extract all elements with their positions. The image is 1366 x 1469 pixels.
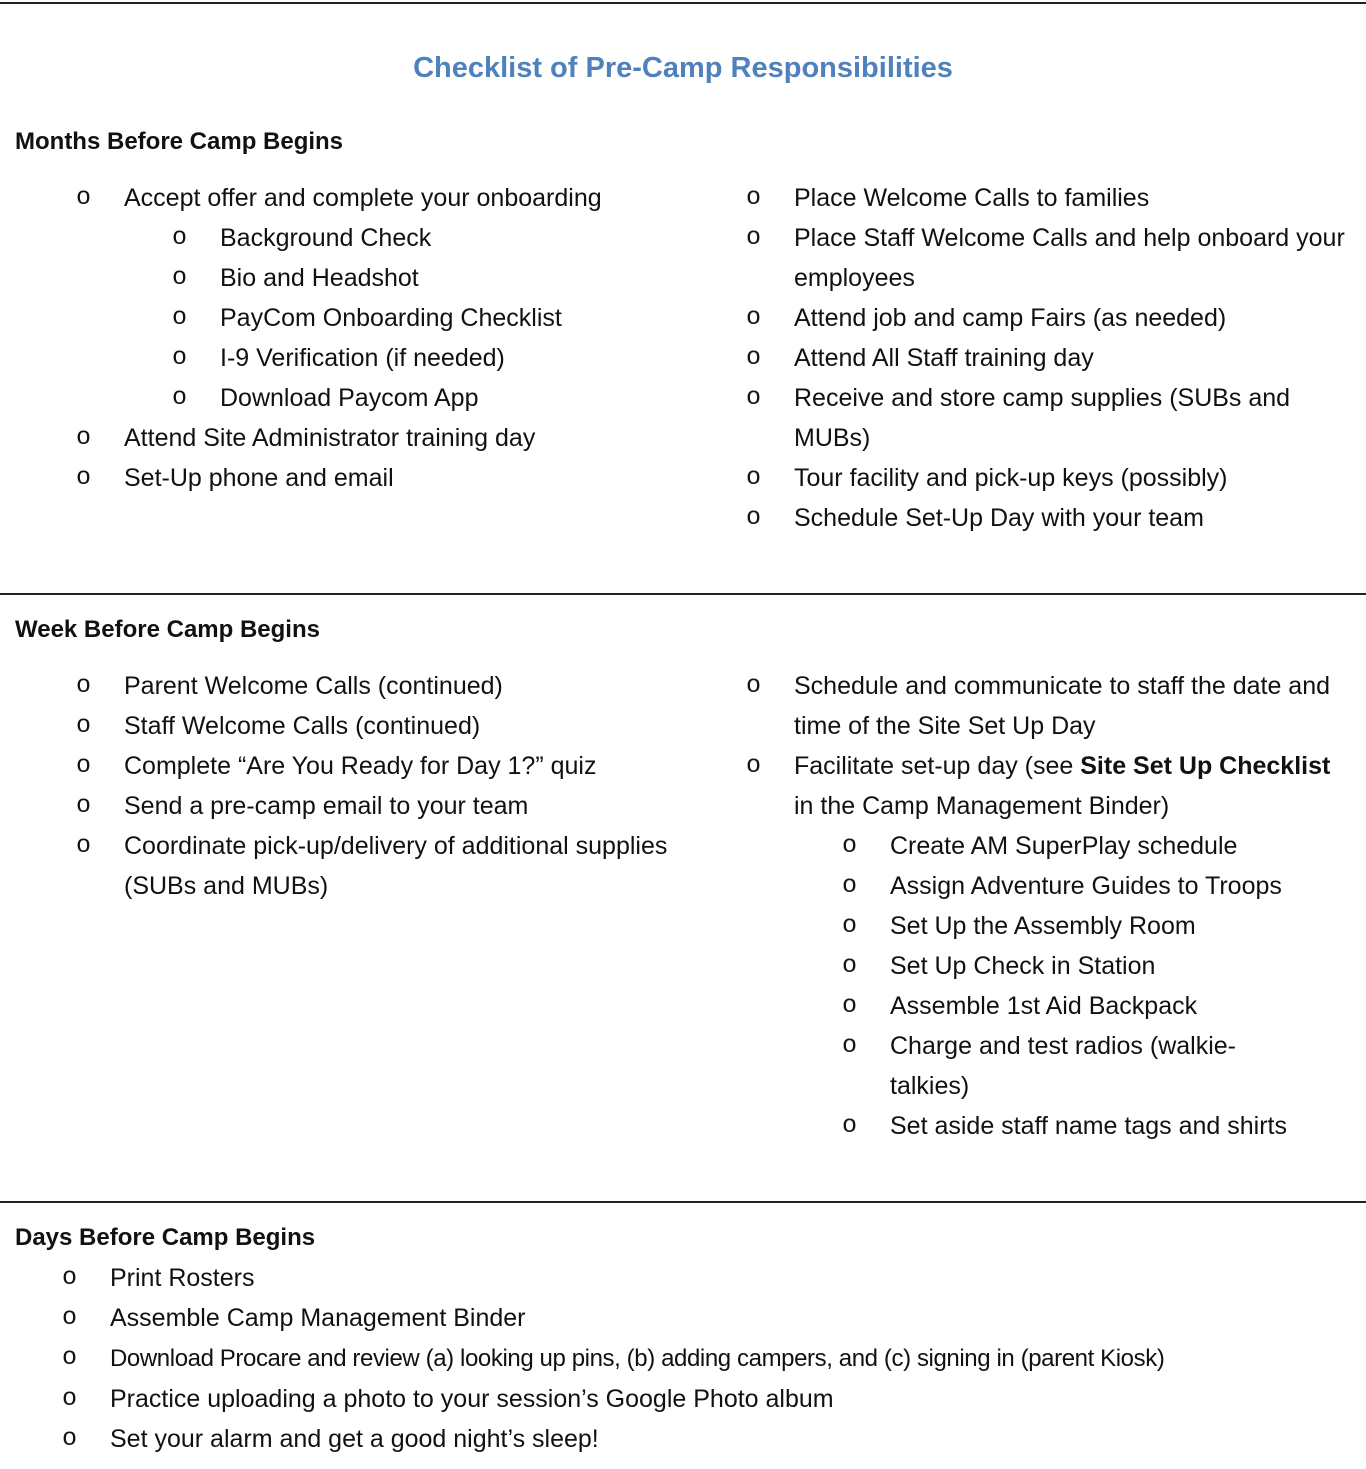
bullet-icon: o (172, 223, 188, 252)
bullet-icon: o (172, 303, 188, 332)
list-item: o Schedule Set-Up Day with your team (746, 498, 1346, 538)
bullet-icon: o (746, 503, 762, 532)
sub-list-item: o Set Up Check in Station (842, 946, 1346, 986)
bullet-icon: o (842, 951, 858, 980)
bullet-icon: o (172, 383, 188, 412)
section-heading-days: Days Before Camp Begins (15, 1224, 316, 1251)
list-item: o Practice uploading a photo to your session’s Google Photo album (62, 1379, 1362, 1419)
section-heading-months: Months Before Camp Begins (15, 128, 344, 155)
bullet-icon: o (76, 711, 92, 740)
list-item: o Send a pre-camp email to your team (76, 786, 676, 826)
bullet-icon: o (76, 831, 92, 860)
bullet-icon: o (746, 303, 762, 332)
section-divider (0, 1201, 1366, 1203)
week-right-list (746, 666, 1346, 1146)
list-item: o Parent Welcome Calls (continued) (76, 666, 676, 706)
sub-list-item: o Set Up the Assembly Room (842, 906, 1346, 946)
list-item: o Download Procare and review (a) looking up pins, (b) adding campers, and (c) signing in (parent Kiosk) (62, 1338, 1362, 1379)
list-item: o Complete “Are You Ready for Day 1?” quiz (76, 746, 676, 786)
bullet-icon: o (62, 1303, 78, 1332)
section-heading-week: Week Before Camp Begins (15, 616, 320, 643)
bullet-icon: o (746, 671, 762, 700)
sub-list-item: o Bio and Headshot (172, 258, 696, 298)
sub-list-item: o Assign Adventure Guides to Troops (842, 866, 1346, 906)
list-item: o Schedule and communicate to staff the date and time of the Site Set Up Day (746, 666, 1346, 746)
bullet-icon: o (172, 263, 188, 292)
list-item: o Coordinate pick-up/delivery of additional supplies (SUBs and MUBs) (76, 826, 676, 906)
bullet-icon: o (76, 423, 92, 452)
sub-list-item: o Assemble 1st Aid Backpack (842, 986, 1346, 1026)
bullet-icon: o (62, 1263, 78, 1292)
bullet-icon: o (746, 343, 762, 372)
bullet-icon: o (62, 1424, 78, 1453)
document-title: Checklist of Pre-Camp Responsibilities (413, 52, 953, 84)
list-item: o Staff Welcome Calls (continued) (76, 706, 676, 746)
list-item: o Attend All Staff training day (746, 338, 1346, 378)
list-item: o Set-Up phone and email (76, 458, 696, 498)
days-list (62, 1258, 1362, 1459)
bullet-icon: o (76, 791, 92, 820)
list-item: o Accept offer and complete your onboarding (76, 178, 696, 218)
sub-list-item: o Create AM SuperPlay schedule (842, 826, 1346, 866)
bullet-icon: o (842, 871, 858, 900)
list-item: o Attend job and camp Fairs (as needed) (746, 298, 1346, 338)
sub-list-item: o I-9 Verification (if needed) (172, 338, 696, 378)
list-item: o Assemble Camp Management Binder (62, 1298, 1362, 1338)
sub-list-item: o Background Check (172, 218, 696, 258)
bullet-icon: o (842, 911, 858, 940)
bullet-icon: o (62, 1384, 78, 1413)
bullet-icon: o (76, 751, 92, 780)
week-left-list (76, 666, 676, 906)
bullet-icon: o (746, 183, 762, 212)
bullet-icon: o (746, 223, 762, 252)
bullet-icon: o (842, 1111, 858, 1140)
bullet-icon: o (842, 831, 858, 860)
bullet-icon: o (746, 463, 762, 492)
sub-list-item: o Download Paycom App (172, 378, 696, 418)
list-item: o Receive and store camp supplies (SUBs and MUBs) (746, 378, 1346, 458)
site-set-up-checklist-ref: Site Set Up Checklist (1080, 752, 1331, 780)
list-item: o Tour facility and pick-up keys (possibly) (746, 458, 1346, 498)
bullet-icon: o (62, 1343, 78, 1372)
list-item: o Facilitate set-up day (see Site Set Up Checklist in the Camp Management Binder) (746, 746, 1346, 826)
bullet-icon: o (842, 1031, 858, 1060)
sub-list-item: o Set aside staff name tags and shirts (842, 1106, 1346, 1146)
top-rule (0, 2, 1366, 4)
section-divider (0, 593, 1366, 595)
list-item: o Place Welcome Calls to families (746, 178, 1346, 218)
bullet-icon: o (76, 671, 92, 700)
list-item: o Print Rosters (62, 1258, 1362, 1298)
bullet-icon: o (746, 383, 762, 412)
list-item: o Set your alarm and get a good night’s sleep! (62, 1419, 1362, 1459)
bullet-icon: o (76, 183, 92, 212)
list-item: o Attend Site Administrator training day (76, 418, 696, 458)
bullet-icon: o (842, 991, 858, 1020)
months-left-list (76, 178, 696, 498)
bullet-icon: o (76, 463, 92, 492)
bullet-icon: o (172, 343, 188, 372)
list-item: o Place Staff Welcome Calls and help onboard your employees (746, 218, 1346, 298)
sub-list-item: o Charge and test radios (walkie-talkies) (842, 1026, 1260, 1106)
sub-list-item: o PayCom Onboarding Checklist (172, 298, 696, 338)
months-right-list (746, 178, 1346, 538)
bullet-icon: o (746, 751, 762, 780)
